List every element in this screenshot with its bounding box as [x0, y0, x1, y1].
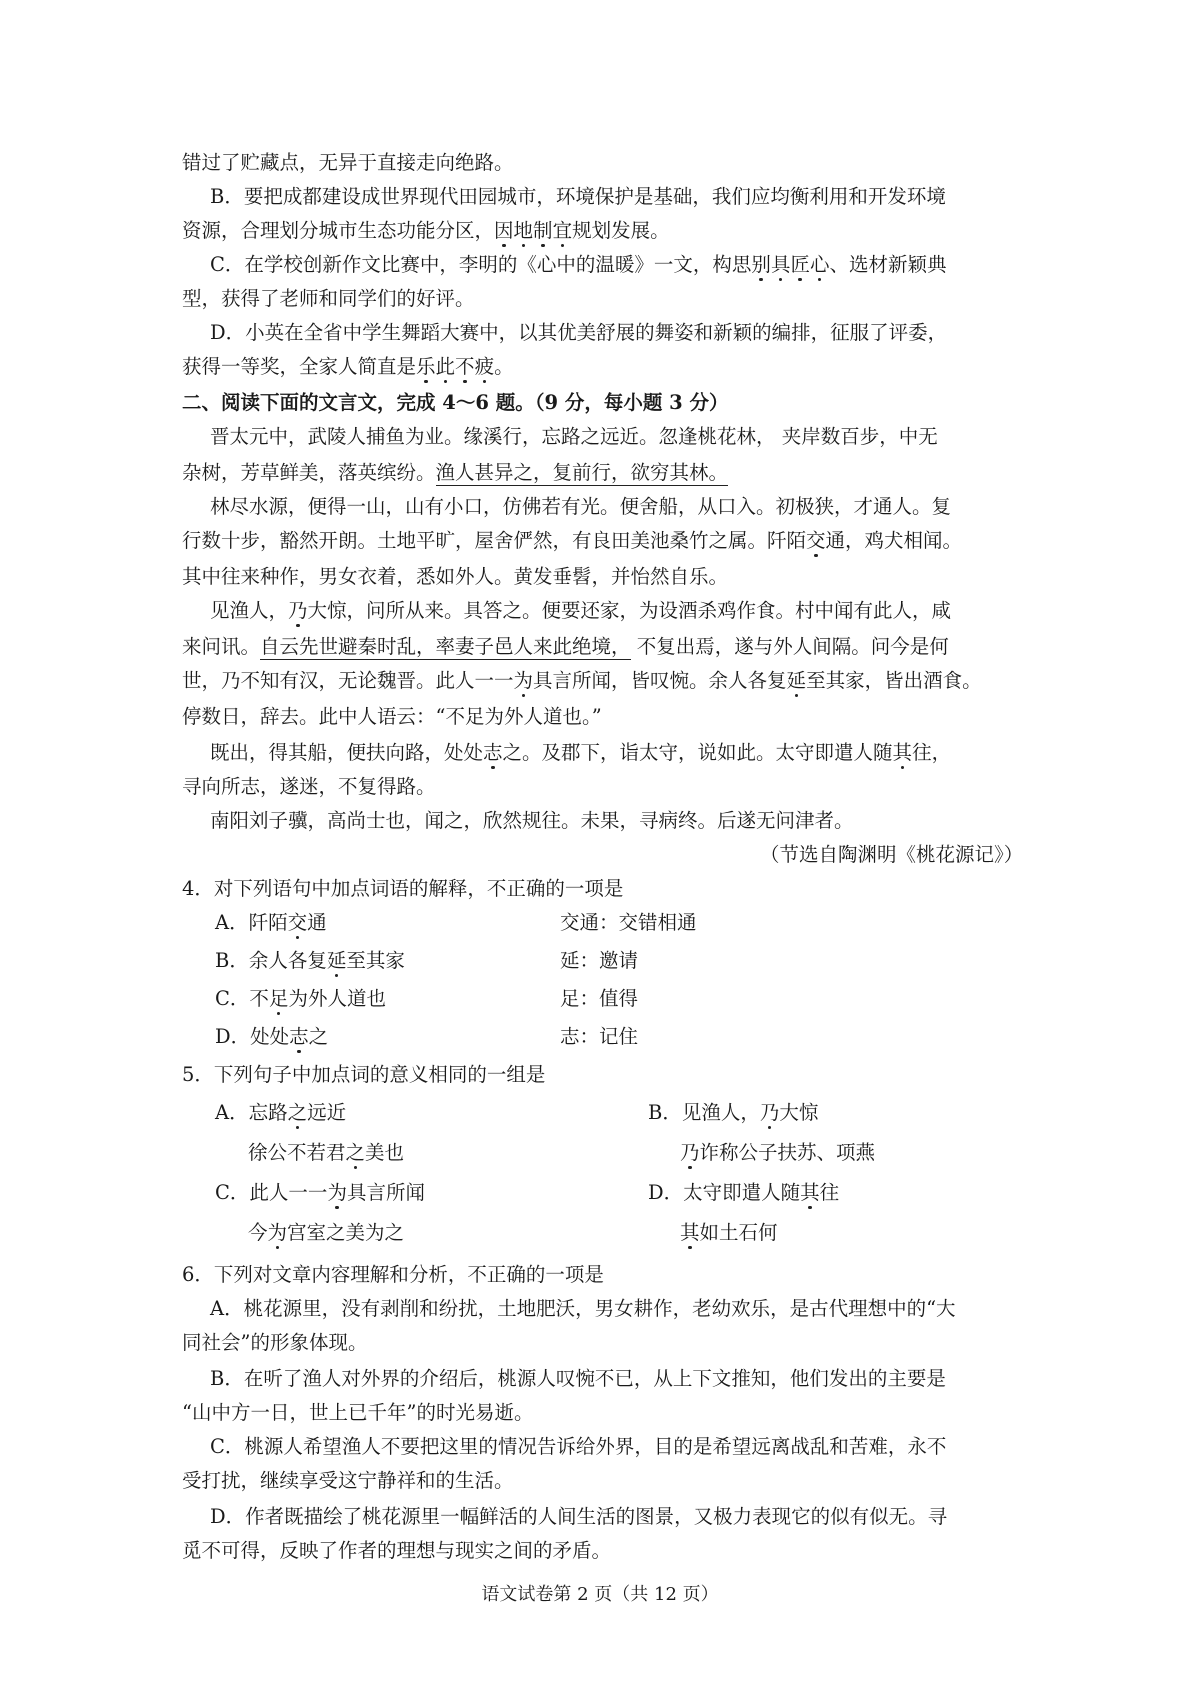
passage-p2-line1: 林尽水源，便得一山，山有小口，仿佛若有光。便舍船，从口入。初极狭，才通人。复: [210, 495, 952, 518]
q3-option-c-line1: [210, 248, 947, 282]
dotted-char: 为: [513, 669, 534, 692]
option-label: B．: [215, 949, 249, 972]
passage-p3-line1: [210, 594, 951, 628]
text-span: 美也: [365, 1141, 405, 1164]
text-span: 往，: [912, 741, 952, 764]
passage-p3-line4: 停数日，辞去。此中人语云：“不足为外人道也。”: [182, 705, 602, 728]
text-span: 通: [307, 911, 327, 934]
dotted-char: 足: [268, 987, 289, 1010]
q6-stem: 6．下列对文章内容理解和分析，不正确的一项是: [182, 1263, 604, 1286]
q4-option-sentence: [215, 1020, 328, 1054]
dotted-char: 其: [800, 1181, 820, 1204]
q5-option-a-line2: [248, 1136, 404, 1170]
text-span: 世，乃不知有汉，无论魏晋。此人一一: [182, 669, 514, 692]
text-span: 规划发展。: [572, 219, 670, 242]
text-span: 如土石何: [699, 1221, 778, 1244]
dotted-char: 地: [513, 219, 534, 242]
passage-p3-line3: [182, 664, 982, 698]
text-span: 之。及郡下，诣太守，说如此。太守即遣人随: [502, 741, 893, 764]
q4-option-sentence: [215, 906, 327, 940]
q4-option-gloss: 足：值得: [560, 987, 639, 1010]
option-label: D．: [648, 1181, 684, 1204]
passage-p1-line2: [182, 456, 728, 490]
dotted-char: 因: [494, 219, 514, 242]
dotted-char: 不: [455, 355, 475, 378]
text-span: 不复出焉，遂与外人间隔。问今是何: [630, 635, 949, 658]
text-span: 不: [249, 987, 269, 1010]
passage-p5-line1: 南阳刘子骥，高尚士也，闻之，欣然规往。未果，寻病终。后遂无问津者。: [210, 809, 854, 832]
dotted-char: 延: [786, 669, 807, 692]
text-span: 见渔人，: [210, 599, 289, 622]
text-span: 处处: [250, 1025, 290, 1048]
dotted-char: 心: [809, 253, 830, 276]
text-span: 之: [308, 1025, 329, 1048]
option-label: C．: [215, 987, 250, 1010]
text-span: 来问讯。: [182, 635, 261, 658]
dotted-phrase: [416, 355, 494, 378]
q3-option-b-line1: B．要把成都建设成世界现代田园城市，环境保护是基础，我们应均衡利用和开发环境: [210, 185, 946, 208]
q3-option-c-line2: 型，获得了老师和同学们的好评。: [182, 287, 475, 310]
q4-stem: 4．对下列语句中加点词语的解释，不正确的一项是: [182, 877, 624, 900]
passage-source: （节选自陶渊明《桃花源记》）: [760, 843, 1024, 866]
q6-option-a-line2: 同社会”的形象体现。: [182, 1331, 368, 1354]
dotted-char: 其: [892, 741, 913, 764]
text-span: 至其家: [346, 949, 405, 972]
text-span: 余人各复: [248, 949, 327, 972]
text-span: 远近: [307, 1101, 347, 1124]
dotted-char: 制: [533, 219, 553, 242]
dotted-char: 此: [435, 355, 456, 378]
q5-option-a-line1: [215, 1096, 346, 1130]
q5-stem: 5．下列句子中加点词的意义相同的一组是: [182, 1063, 546, 1086]
passage-p2-line3: 其中往来种作，男女衣着，悉如外人。黄发垂髫，并怡然自乐。: [182, 565, 729, 588]
q6-option-c-line2: 受打扰，继续享受这宁静祥和的生活。: [182, 1469, 514, 1492]
dotted-char: 为: [267, 1221, 288, 1244]
page-footer: 语文试卷第 2 页（共 12 页）: [481, 1584, 719, 1605]
passage-p4-line2: 寻向所志，遂迷，不复得路。: [182, 775, 436, 798]
text-span: 。: [494, 355, 514, 378]
text-span: 资源，合理划分城市生态功能分区，: [182, 219, 495, 242]
dotted-char: 乃: [680, 1141, 700, 1164]
dotted-char: 具: [770, 253, 791, 276]
section-heading: 二、阅读下面的文言文，完成 4～6 题。（9 分，每小题 3 分）: [182, 391, 729, 414]
text-span: 徐公不若君: [248, 1141, 346, 1164]
q3-option-d-line2: [182, 350, 514, 384]
dotted-char: 交: [287, 911, 308, 934]
dotted-char: 乃: [288, 599, 308, 622]
text-span: 忘路: [248, 1101, 288, 1124]
dotted-char: 乃: [759, 1101, 780, 1124]
intro-tail-line: 错过了贮藏点，无异于直接走向绝路。: [182, 151, 514, 174]
q4-option-gloss: 志：记住: [560, 1025, 639, 1048]
passage-p1-line1: 晋太元中，武陵人捕鱼为业。缘溪行，忘路之远近。忽逢桃花林， 夹岸数百步，中无: [210, 425, 938, 448]
dotted-char: 其: [680, 1221, 700, 1244]
text-span: 至其家，皆出酒食。: [806, 669, 982, 692]
text-span: 具言所闻，皆叹惋。余人各复: [533, 669, 787, 692]
q4-option-sentence: [215, 944, 405, 978]
dotted-phrase: [751, 253, 829, 276]
text-span: C．在学校创新作文比赛中，李明的《心中的温暖》一文，构思: [210, 253, 752, 276]
q5-option-b-line1: [648, 1096, 818, 1130]
q3-option-b-line2: [182, 214, 670, 248]
q6-option-c-line1: C．桃源人希望渔人不要把这里的情况告诉给外界，目的是希望远离战乱和苦难，永不: [210, 1435, 947, 1458]
q5-option-b-line2: [680, 1136, 875, 1170]
text-span: 杂树，芳草鲜美，落英缤纷。: [182, 461, 436, 484]
option-label: A．: [215, 1101, 249, 1124]
text-span: 行数十步，豁然开朗。土地平旷，屋舍俨然，有良田美池桑竹之属。阡陌: [182, 529, 807, 552]
option-label: A．: [215, 911, 249, 934]
option-label: B．: [648, 1101, 682, 1124]
passage-p3-line2: [182, 630, 949, 664]
q5-option-c-line1: [215, 1176, 425, 1210]
dotted-char: 志: [483, 741, 503, 764]
dotted-char: 延: [326, 949, 347, 972]
q6-option-a-line1: A．桃花源里，没有剥削和纷扰，土地肥沃，男女耕作，老幼欢乐，是古代理想中的“大: [210, 1297, 956, 1320]
q4-option-sentence: [215, 982, 386, 1016]
text-span: 阡陌: [248, 911, 288, 934]
text-span: 获得一等奖，全家人简直是: [182, 355, 417, 378]
q5-option-c-line2: [248, 1216, 404, 1250]
q4-option-gloss: 交通：交错相通: [560, 911, 697, 934]
dotted-char: 匠: [790, 253, 810, 276]
text-span: 既出，得其船，便扶向路，处处: [210, 741, 484, 764]
dotted-char: 宜: [552, 219, 573, 242]
dotted-char: 乐: [416, 355, 436, 378]
q4-option-gloss: 延：邀请: [560, 949, 639, 972]
dotted-phrase: [494, 219, 572, 242]
text-span: 为外人道也: [288, 987, 386, 1010]
option-label: D．: [215, 1025, 251, 1048]
dotted-char: 志: [289, 1025, 309, 1048]
q5-option-d-line1: [648, 1176, 839, 1210]
q6-option-b-line1: B．在听了渔人对外界的介绍后，桃源人叹惋不已，从上下文推知，他们发出的主要是: [210, 1367, 946, 1390]
text-span: 大惊: [779, 1101, 819, 1124]
text-span: 大惊，问所从来。具答之。便要还家，为设酒杀鸡作食。村中闻有此人，咸: [307, 599, 952, 622]
text-span: 、选材新颖典: [829, 253, 947, 276]
dotted-char: 为: [327, 1181, 347, 1204]
option-label: C．: [215, 1181, 250, 1204]
text-span: 诈称公子扶苏、项燕: [699, 1141, 876, 1164]
text-span: 此人一一: [249, 1181, 328, 1204]
passage-p2-line2: [182, 524, 962, 558]
text-span: 通，鸡犬相闻。: [825, 529, 963, 552]
dotted-char: 之: [287, 1101, 308, 1124]
dotted-char: 交: [806, 529, 826, 552]
text-span: 今: [248, 1221, 268, 1244]
text-span: 往: [819, 1181, 840, 1204]
q6-option-d-line1: D．作者既描绘了桃花源里一幅鲜活的人间生活的图景，又极力表现它的似有似无。寻: [210, 1505, 948, 1528]
text-span: 宫室之美为之: [287, 1221, 405, 1244]
text-span: 见渔人，: [681, 1101, 760, 1124]
q3-option-d-line1: D．小英在全省中学生舞蹈大赛中，以其优美舒展的舞姿和新颖的编排，征服了评委，: [210, 321, 948, 344]
q5-option-d-line2: [680, 1216, 778, 1250]
text-span: 具言所闻: [346, 1181, 425, 1204]
dotted-char: 别: [751, 253, 771, 276]
text-span: 太守即遣人随: [683, 1181, 801, 1204]
q6-option-b-line2: “山中方一日，世上已千年”的时光易逝。: [182, 1401, 534, 1424]
q6-option-d-line2: 觅不可得，反映了作者的理想与现实之间的矛盾。: [182, 1539, 612, 1562]
dotted-char: 之: [345, 1141, 366, 1164]
dotted-char: 疲: [474, 355, 495, 378]
underlined-sentence: 渔人甚异之，复前行，欲穷其林。: [435, 461, 729, 484]
underlined-sentence: 自云先世避秦时乱，率妻子邑人来此绝境，: [260, 635, 631, 658]
passage-p4-line1: [210, 736, 951, 770]
